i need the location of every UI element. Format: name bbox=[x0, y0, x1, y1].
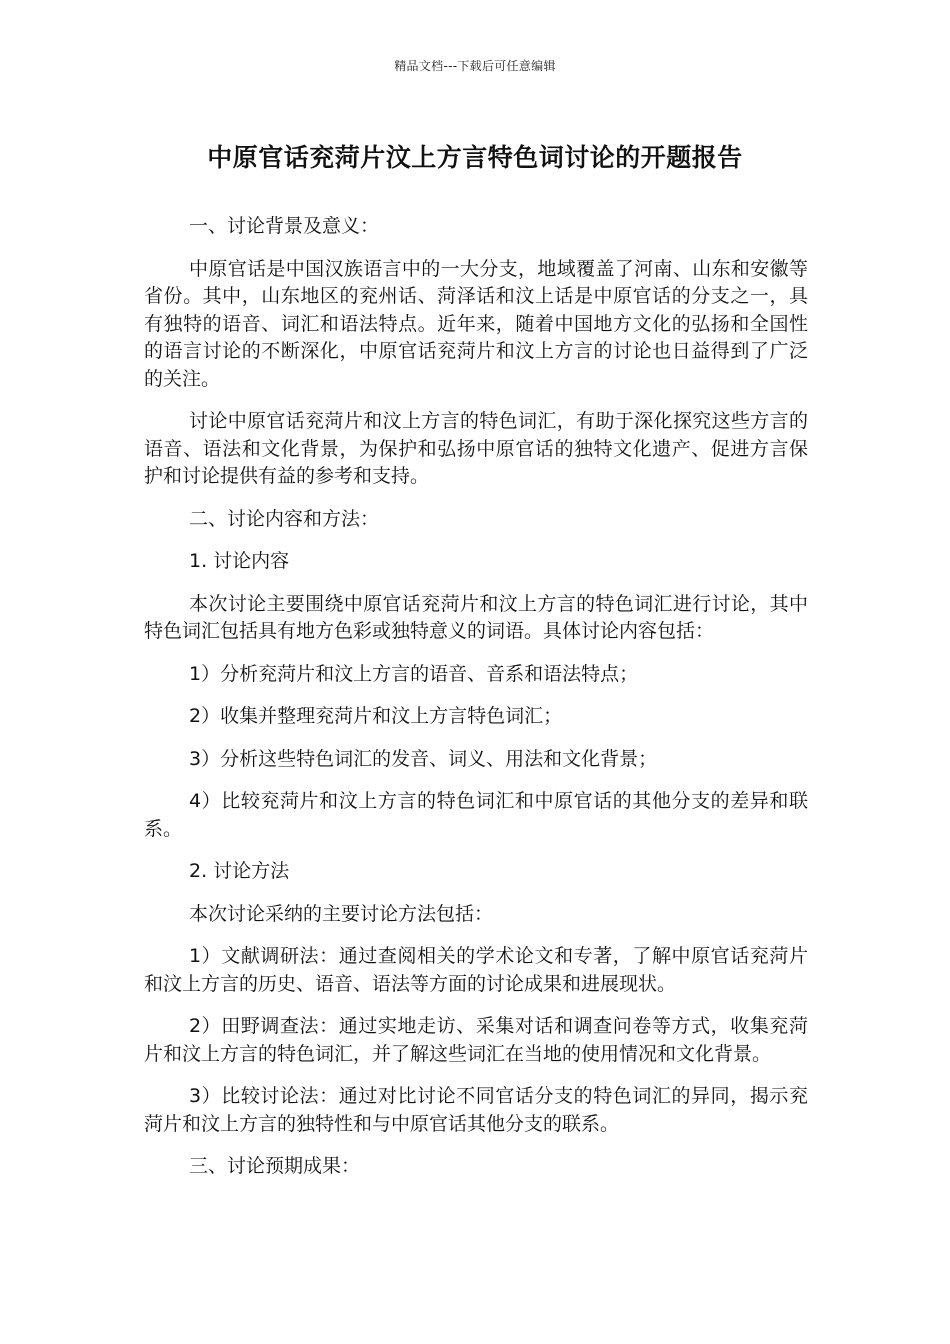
subheading-content: 1. 讨论内容 bbox=[189, 550, 290, 572]
header-note: 精品文档---下载后可任意编辑 bbox=[394, 59, 556, 73]
list-item-method-1: 1）文献调研法：通过查阅相关的学术论文和专著，了解中原官话兖菏片和汶上方言的历史、语音、语法等方面的讨论成果和进展现状。 bbox=[144, 945, 808, 995]
paragraph-methods-intro: 本次讨论采纳的主要讨论方法包括： bbox=[189, 902, 494, 925]
list-item-content-4: 4）比较兖菏片和汶上方言的特色词汇和中原官话的其他分支的差异和联系。 bbox=[144, 790, 808, 840]
section-heading-expected-results: 三、讨论预期成果： bbox=[189, 1155, 361, 1177]
section-heading-background: 一、讨论背景及意义： bbox=[189, 215, 380, 237]
paragraph-significance: 讨论中原官话兖菏片和汶上方言的特色词汇，有助于深化探究这些方言的语音、语法和文化背景，为保护和弘扬中原官话的独特文化遗产、促进方言保护和讨论提供有益的参考和支持。 bbox=[144, 410, 808, 487]
paragraph-content-intro: 本次讨论主要围绕中原官话兖菏片和汶上方言的特色词汇进行讨论，其中特色词汇包括具有地方色彩或独特意义的词语。具体讨论内容包括： bbox=[144, 592, 808, 642]
list-item-content-3: 3）分析这些特色词汇的发音、词义、用法和文化背景； bbox=[189, 747, 658, 770]
paragraph-background: 中原官话是中国汉族语言中的一大分支，地域覆盖了河南、山东和安徽等省份。其中，山东地区的兖州话、菏泽话和汶上话是中原官话的分支之一，具有独特的语音、词汇和语法特点。近年来，随着中国地方文化的弘扬和全国性的语言讨论的不断深化，中原官话兖菏片和汶上方言的讨论也日益得到了广泛的关注。 bbox=[144, 257, 808, 390]
list-item-content-2: 2）收集并整理兖菏片和汶上方言特色词汇； bbox=[189, 705, 563, 727]
document-title: 中原官话兖菏片汶上方言特色词讨论的开题报告 bbox=[207, 143, 743, 172]
subheading-methods: 2. 讨论方法 bbox=[189, 860, 290, 882]
list-item-method-3: 3）比较讨论法：通过对比讨论不同官话分支的特色词汇的异同，揭示兖菏片和汶上方言的独特性和与中原官话其他分支的联系。 bbox=[144, 1085, 808, 1135]
document-body bbox=[144, 213, 808, 1181]
section-heading-content-methods: 二、讨论内容和方法： bbox=[189, 507, 380, 530]
list-item-content-1: 1）分析兖菏片和汶上方言的语音、音系和语法特点； bbox=[189, 662, 639, 685]
list-item-method-2: 2）田野调查法：通过实地走访、采集对话和调查问卷等方式，收集兖菏片和汶上方言的特色词汇，并了解这些词汇在当地的使用情况和文化背景。 bbox=[144, 1015, 808, 1065]
